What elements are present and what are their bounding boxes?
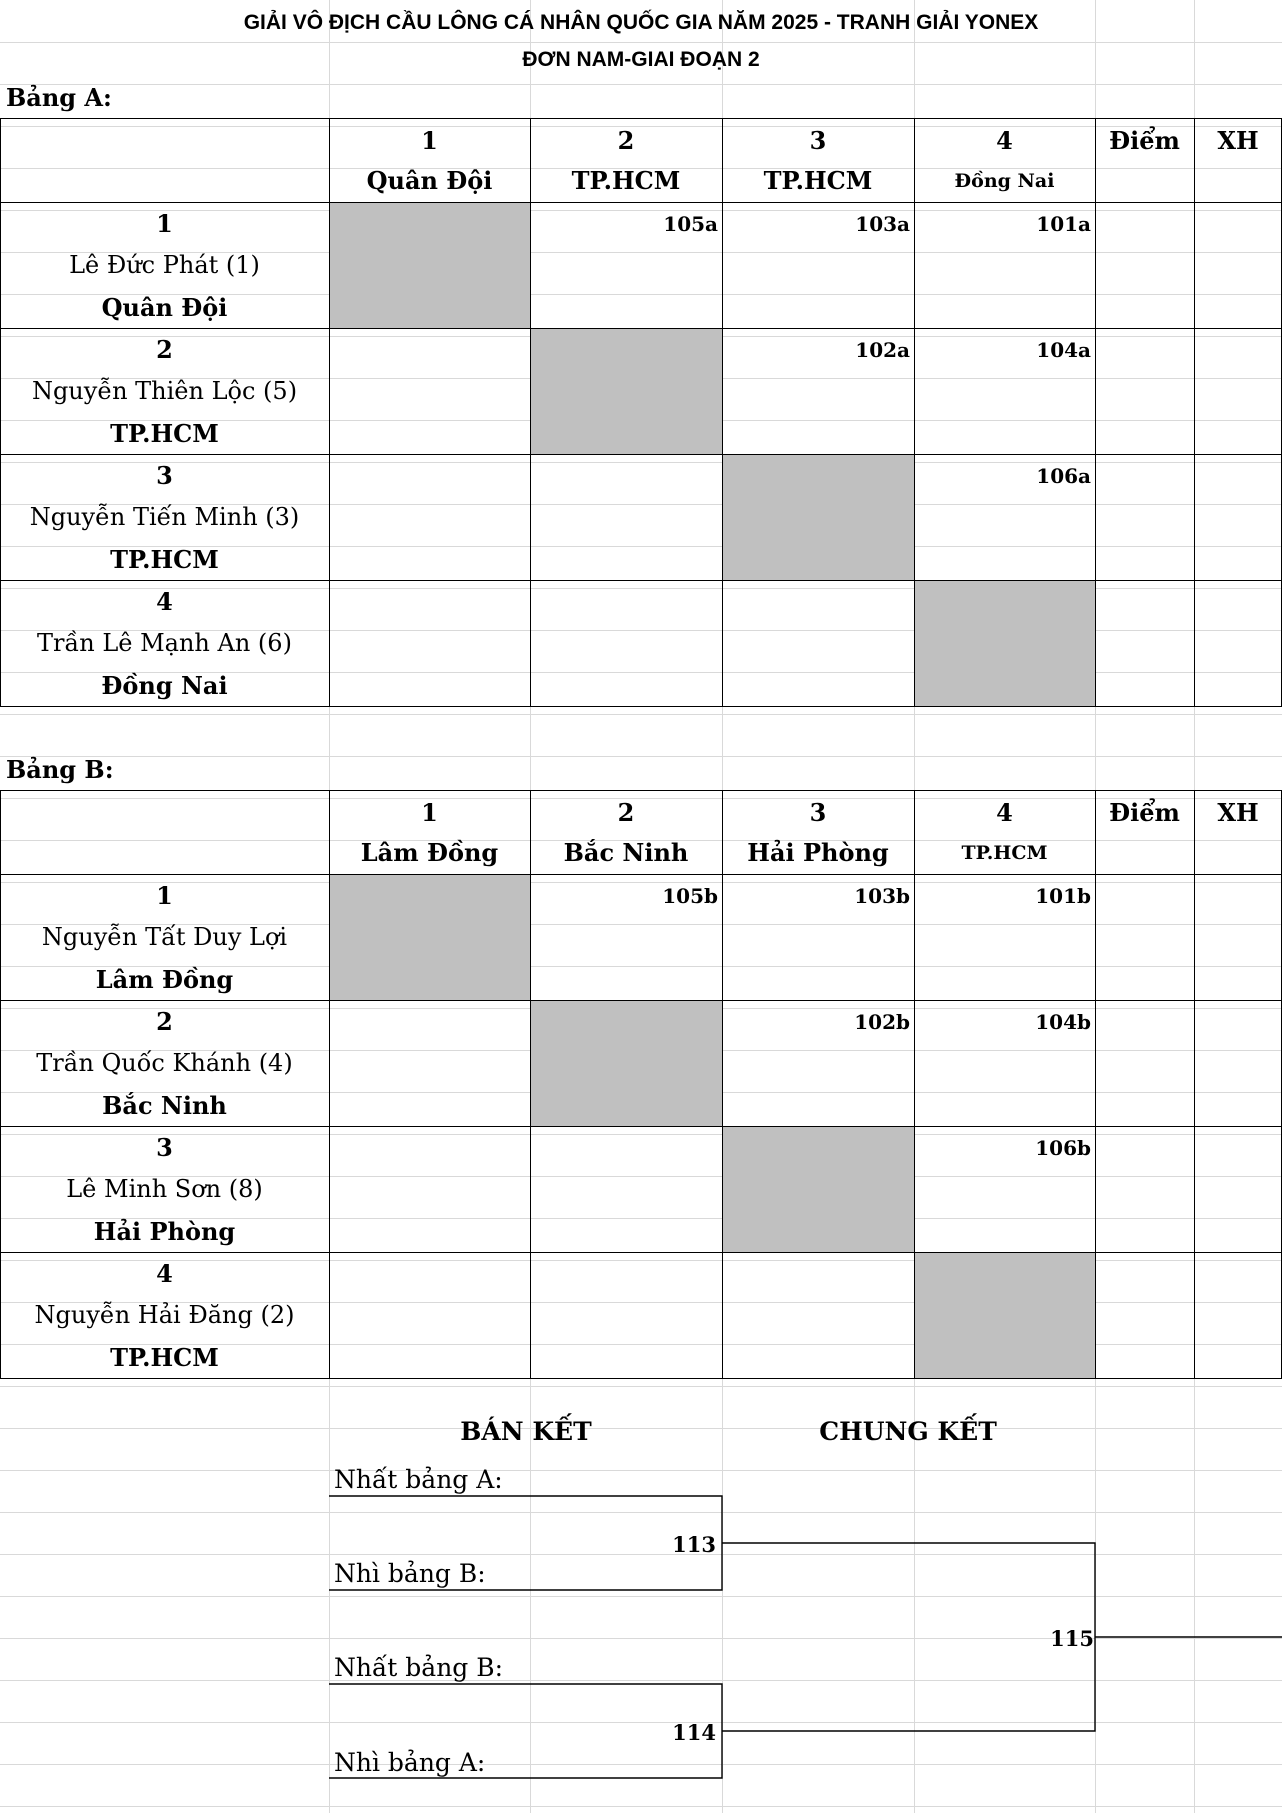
- player-number: 4: [156, 587, 173, 616]
- player-number: 2: [156, 1007, 173, 1036]
- match-number: 105a: [663, 212, 718, 236]
- match-number: 101a: [1036, 212, 1091, 236]
- semi1-bottom-label: Nhì bảng B:: [334, 1559, 486, 1588]
- player-name: Nguyễn Thiên Lộc (5): [31, 377, 298, 405]
- match-number: 104b: [1035, 1010, 1091, 1034]
- points-header: Điểm: [1109, 798, 1180, 827]
- player-name: Lê Đức Phát (1): [69, 251, 260, 279]
- semi2-match-number: 114: [672, 1720, 716, 1745]
- header-number: 4: [996, 798, 1013, 827]
- group-label: Bảng A:: [6, 83, 112, 112]
- player-team: Hải Phòng: [93, 1217, 236, 1246]
- match-number: 106b: [1035, 1136, 1091, 1160]
- player-team: TP.HCM: [110, 1343, 219, 1372]
- match-number: 104a: [1036, 338, 1091, 362]
- header-team: TP.HCM: [763, 166, 873, 195]
- player-name: Lê Minh Sơn (8): [66, 1175, 263, 1203]
- player-number: 1: [156, 209, 173, 238]
- match-number: 101b: [1035, 884, 1091, 908]
- header-number: 1: [421, 126, 438, 155]
- header-number: 4: [996, 126, 1013, 155]
- header-number: 2: [617, 798, 635, 827]
- player-team: TP.HCM: [110, 419, 219, 448]
- rank-header: XH: [1217, 126, 1259, 155]
- header-team: Đồng Nai: [954, 170, 1055, 192]
- header-team: TP.HCM: [571, 166, 681, 195]
- player-name: Nguyễn Tiến Minh (3): [29, 503, 300, 531]
- player-team: TP.HCM: [110, 545, 219, 574]
- semi1-match-number: 113: [672, 1532, 716, 1557]
- player-number: 3: [156, 461, 173, 490]
- match-number: 103a: [855, 212, 910, 236]
- player-team: Bắc Ninh: [102, 1091, 227, 1120]
- header-team: Hải Phòng: [747, 838, 889, 867]
- player-team: Quân Đội: [101, 293, 228, 322]
- rank-header: XH: [1217, 798, 1259, 827]
- semi2-bottom-label: Nhì bảng A:: [334, 1748, 486, 1777]
- final-match-number: 115: [1050, 1626, 1094, 1651]
- header-number: 1: [421, 798, 438, 827]
- player-number: 1: [156, 881, 173, 910]
- player-name: Trần Lê Mạnh An (6): [37, 629, 292, 657]
- match-number: 106a: [1036, 464, 1091, 488]
- player-number: 2: [156, 335, 173, 364]
- semi1-top-label: Nhất bảng A:: [334, 1465, 503, 1494]
- semifinal-title: BÁN KẾT: [460, 1417, 592, 1446]
- player-team: Lâm Đồng: [95, 965, 234, 994]
- header-team: Lâm Đồng: [360, 838, 499, 867]
- player-number: 4: [156, 1259, 173, 1288]
- page-subtitle: ĐƠN NAM-GIAI ĐOẠN 2: [522, 48, 760, 71]
- page-title: GIẢI VÔ ĐỊCH CẦU LÔNG CÁ NHÂN QUỐC GIA NĂM 2025 - TRANH GIẢI YONEX: [243, 11, 1039, 34]
- header-team: Quân Đội: [366, 166, 493, 195]
- group-label: Bảng B:: [6, 755, 114, 784]
- player-number: 3: [156, 1133, 173, 1162]
- player-team: Đồng Nai: [101, 671, 228, 700]
- points-header: Điểm: [1109, 126, 1180, 155]
- header-number: 3: [809, 798, 827, 827]
- player-name: Trần Quốc Khánh (4): [36, 1049, 293, 1077]
- match-number: 105b: [662, 884, 718, 908]
- header-number: 3: [809, 126, 827, 155]
- header-team: Bắc Ninh: [563, 838, 689, 867]
- player-name: Nguyễn Tất Duy Lợi: [41, 923, 288, 951]
- match-number: 103b: [854, 884, 910, 908]
- header-team: TP.HCM: [961, 842, 1048, 864]
- match-number: 102b: [854, 1010, 910, 1034]
- player-name: Nguyễn Hải Đăng (2): [34, 1301, 295, 1329]
- final-title: CHUNG KẾT: [819, 1417, 997, 1446]
- match-number: 102a: [855, 338, 910, 362]
- semi2-top-label: Nhất bảng B:: [334, 1653, 504, 1682]
- header-number: 2: [617, 126, 635, 155]
